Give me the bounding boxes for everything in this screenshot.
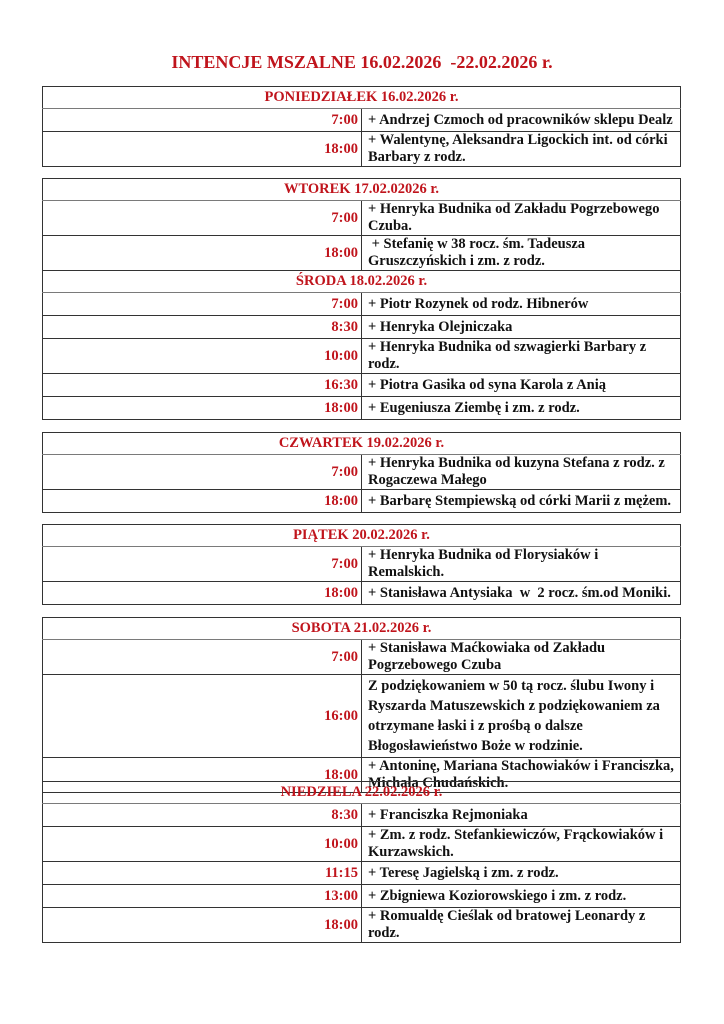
mass-intention: + Eugeniusza Ziembę i zm. z rodz.: [362, 397, 681, 420]
mass-row: [43, 827, 681, 862]
mass-row: [43, 236, 681, 271]
mass-time: 18:00: [43, 490, 362, 513]
day-heading: SOBOTA 21.02.2026 r.: [43, 618, 681, 640]
mass-intention: + Zm. z rodz. Stefankiewiczów, Frąckowiaków i Kurzawskich.: [362, 827, 681, 862]
mass-time: 10:00: [43, 827, 362, 862]
mass-intention: + Franciszka Rejmoniaka: [362, 804, 681, 827]
mass-intention: + Stanisława Maćkowiaka od Zakładu Pogrzebowego Czuba: [362, 640, 681, 675]
mass-time: 18:00: [43, 236, 362, 271]
mass-intention: Z podziękowaniem w 50 tą rocz. ślubu Iwony i Ryszarda Matuszewskich z podziękowaniem za otrzymane łaski i z prośbą o dalsze Błogosławieństwo Boże w rodzinie.: [362, 675, 681, 758]
mass-row: [43, 675, 681, 758]
mass-time: 18:00: [43, 582, 362, 605]
mass-row: [43, 804, 681, 827]
day-table-thursday: [42, 432, 681, 513]
mass-time: 8:30: [43, 804, 362, 827]
page-title: INTENCJE MSZALNE 16.02.2026 -22.02.2026 r.: [171, 52, 553, 72]
mass-row: [43, 582, 681, 605]
mass-time: 7:00: [43, 640, 362, 675]
mass-intention: + Teresę Jagielską i zm. z rodz.: [362, 862, 681, 885]
mass-row: [43, 397, 681, 420]
mass-row: [43, 201, 681, 236]
day-table-saturday: [42, 617, 681, 793]
mass-intention: + Zbigniewa Koziorowskiego i zm. z rodz.: [362, 885, 681, 908]
mass-time: 18:00: [43, 132, 362, 167]
day-table-wednesday: [42, 270, 681, 420]
mass-time: 18:00: [43, 758, 362, 793]
mass-intention: + Barbarę Stempiewską od córki Marii z mężem.: [362, 490, 681, 513]
day-heading: PONIEDZIAŁEK 16.02.2026 r.: [43, 87, 681, 109]
mass-row: [43, 293, 681, 316]
mass-time: 16:30: [43, 374, 362, 397]
mass-row: [43, 908, 681, 943]
mass-intention: + Stefanię w 38 rocz. śm. Tadeusza Gruszczyńskich i zm. z rodz.: [362, 236, 681, 271]
mass-time: 7:00: [43, 201, 362, 236]
mass-intention: + Henryka Budnika od kuzyna Stefana z rodz. z Rogaczewa Małego: [362, 455, 681, 490]
mass-intention: + Antoninę, Mariana Stachowiaków i Franciszka, Michała Chudańskich.: [362, 758, 681, 793]
mass-time: 13:00: [43, 885, 362, 908]
day-heading: WTOREK 17.02.02026 r.: [43, 179, 681, 201]
day-heading: ŚRODA 18.02.2026 r.: [43, 271, 681, 293]
mass-intention: + Henryka Olejniczaka: [362, 316, 681, 339]
mass-time: 7:00: [43, 109, 362, 132]
mass-row: [43, 885, 681, 908]
mass-intention: + Stanisława Antysiaka w 2 rocz. śm.od Moniki.: [362, 582, 681, 605]
mass-time: 11:15: [43, 862, 362, 885]
day-header-row: [43, 179, 681, 201]
mass-row: [43, 640, 681, 675]
mass-row: [43, 490, 681, 513]
mass-row: [43, 374, 681, 397]
mass-time: 16:00: [43, 675, 362, 758]
mass-intention: + Henryka Budnika od Zakładu Pogrzebowego Czuba.: [362, 201, 681, 236]
day-table-friday: [42, 524, 681, 605]
mass-intention: + Piotra Gasika od syna Karola z Anią: [362, 374, 681, 397]
day-heading: PIĄTEK 20.02.2026 r.: [43, 525, 681, 547]
mass-intention: + Henryka Budnika od Florysiaków i Remalskich.: [362, 547, 681, 582]
mass-row: [43, 316, 681, 339]
mass-row: [43, 109, 681, 132]
mass-time: 7:00: [43, 293, 362, 316]
mass-row: [43, 455, 681, 490]
mass-time: 7:00: [43, 455, 362, 490]
day-table-sunday: [42, 781, 681, 943]
mass-intention: + Andrzej Czmoch od pracowników sklepu Dealz: [362, 109, 681, 132]
day-header-row: [43, 433, 681, 455]
mass-row: [43, 862, 681, 885]
mass-intention: + Henryka Budnika od szwagierki Barbary z rodz.: [362, 339, 681, 374]
mass-time: 8:30: [43, 316, 362, 339]
day-header-row: [43, 618, 681, 640]
mass-time: 18:00: [43, 908, 362, 943]
day-header-row: [43, 271, 681, 293]
mass-time: 7:00: [43, 547, 362, 582]
mass-row: [43, 547, 681, 582]
day-header-row: [43, 782, 681, 804]
mass-time: 18:00: [43, 397, 362, 420]
mass-intention: + Walentynę, Aleksandra Ligockich int. od córki Barbary z rodz.: [362, 132, 681, 167]
day-header-row: [43, 87, 681, 109]
day-header-row: [43, 525, 681, 547]
mass-time: 10:00: [43, 339, 362, 374]
day-heading: NIEDZIELA 22.02.2026 r.: [43, 782, 681, 804]
day-table-tuesday: [42, 178, 681, 271]
day-table-monday: [42, 86, 681, 167]
mass-intention: + Romualdę Cieślak od bratowej Leonardy z rodz.: [362, 908, 681, 943]
mass-intention: + Piotr Rozynek od rodz. Hibnerów: [362, 293, 681, 316]
mass-row: [43, 339, 681, 374]
mass-row: [43, 132, 681, 167]
day-heading: CZWARTEK 19.02.2026 r.: [43, 433, 681, 455]
